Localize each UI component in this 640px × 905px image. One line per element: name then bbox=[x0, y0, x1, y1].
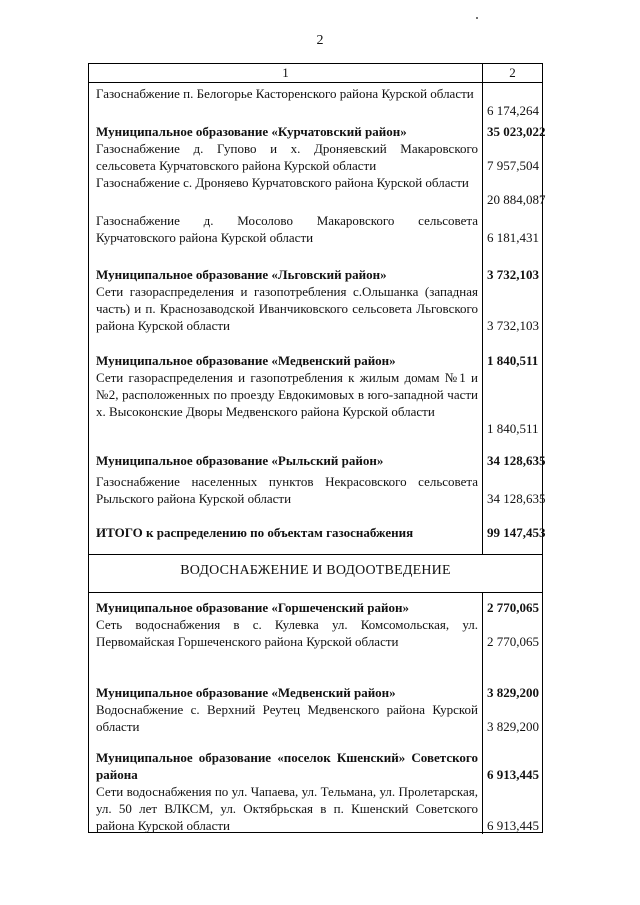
header-col-2: 2 bbox=[509, 65, 516, 80]
item-value: 7 957,504 bbox=[487, 158, 539, 173]
list-item bbox=[96, 783, 539, 834]
section-title: ВОДОСНАБЖЕНИЕ И ВОДООТВЕДЕНИЕ bbox=[180, 563, 451, 578]
municipality-title: Муниципальное образование «Рыльский район» bbox=[96, 453, 384, 468]
item-value: 34 128,635 bbox=[487, 491, 546, 506]
list-item bbox=[96, 473, 546, 507]
item-text: Сети газораспределения и газопотребления с.Ольшанка (западная часть) и п. Краснозаводской Иванчиковского сельсовета Льговского района Курской области bbox=[96, 284, 478, 333]
section-title-border bbox=[89, 592, 542, 593]
item-text: Сети газораспределения и газопотребления к жилым домам №1 и №2, расположенных по проезду Евдокимовых в юго-западной части х. Высоконские Дворы Медвенского района Курской области bbox=[96, 370, 478, 419]
list-item bbox=[96, 140, 539, 174]
list-item bbox=[96, 616, 539, 650]
allocation-table bbox=[88, 63, 546, 833]
municipality-total: 1 840,511 bbox=[487, 353, 539, 368]
municipality-total: 3 829,200 bbox=[487, 685, 539, 700]
list-item bbox=[96, 283, 539, 334]
table-header bbox=[89, 64, 542, 83]
item-text: Водоснабжение с. Верхний Реутец Медвенского района Курской области bbox=[96, 702, 478, 734]
item-text: Газоснабжение с. Дроняево Курчатовского района Курской области bbox=[96, 175, 469, 190]
item-value: 2 770,065 bbox=[487, 634, 539, 649]
gas-total-value: 99 147,453 bbox=[487, 525, 546, 540]
list-item bbox=[96, 85, 536, 102]
municipality-title: Муниципальное образование «Льговский район» bbox=[96, 267, 387, 282]
item-value: 6 913,445 bbox=[487, 818, 539, 833]
municipality-title: Муниципальное образование «поселок Кшенский» Советского района bbox=[96, 750, 478, 782]
municipality-total: 3 732,103 bbox=[487, 267, 539, 282]
item-text: Сети водоснабжения по ул. Чапаева, ул. Тельмана, ул. Пролетарская, ул. 50 лет ВЛКСМ, ул. Октябрьская в п. Кшенский Советского района Курской области bbox=[96, 784, 478, 833]
item-text: Газоснабжение д. Гупово и х. Дроняевский Макаровского сельсовета Курчатовского района Курской области bbox=[96, 141, 478, 173]
municipality-total: 35 023,022 bbox=[487, 124, 546, 139]
municipality-title: Муниципальное образование «Горшеченский район» bbox=[96, 600, 409, 615]
municipality-title: Муниципальное образование «Медвенский район» bbox=[96, 353, 396, 368]
gas-total-border bbox=[89, 554, 542, 555]
item-value: 6 174,264 bbox=[487, 103, 539, 118]
page-number: 2 bbox=[316, 33, 324, 48]
item-value: 3 732,103 bbox=[487, 318, 539, 333]
scan-speck bbox=[476, 17, 478, 19]
municipality-total: 2 770,065 bbox=[487, 600, 539, 615]
item-value: 6 181,431 bbox=[487, 230, 539, 245]
list-item bbox=[96, 701, 539, 735]
municipality-title: Муниципальное образование «Медвенский район» bbox=[96, 685, 396, 700]
header-col-1: 1 bbox=[282, 65, 289, 80]
municipality-total: 34 128,635 bbox=[487, 453, 546, 468]
item-text: Газоснабжение д. Мосолово Макаровского сельсовета Курчатовского района Курской области bbox=[96, 213, 478, 245]
gas-total-label: ИТОГО к распределению по объектам газоснабжения bbox=[96, 525, 414, 540]
municipality-total: 6 913,445 bbox=[487, 767, 539, 782]
item-value: 20 884,087 bbox=[487, 192, 546, 207]
item-text: Газоснабжение п. Белогорье Касторенского района Курской области bbox=[96, 86, 474, 101]
item-value: 1 840,511 bbox=[487, 421, 539, 436]
list-item bbox=[96, 369, 536, 420]
item-value: 3 829,200 bbox=[487, 719, 539, 734]
item-text: Сеть водоснабжения в с. Кулевка ул. Комсомольская, ул. Первомайская Горшеченского района Курской области bbox=[96, 617, 478, 649]
list-item bbox=[96, 212, 539, 246]
list-item bbox=[96, 174, 536, 191]
item-text: Газоснабжение населенных пунктов Некрасовского сельсовета Рыльского района Курской области bbox=[96, 474, 478, 506]
municipality-title: Муниципальное образование «Курчатовский район» bbox=[96, 124, 407, 139]
